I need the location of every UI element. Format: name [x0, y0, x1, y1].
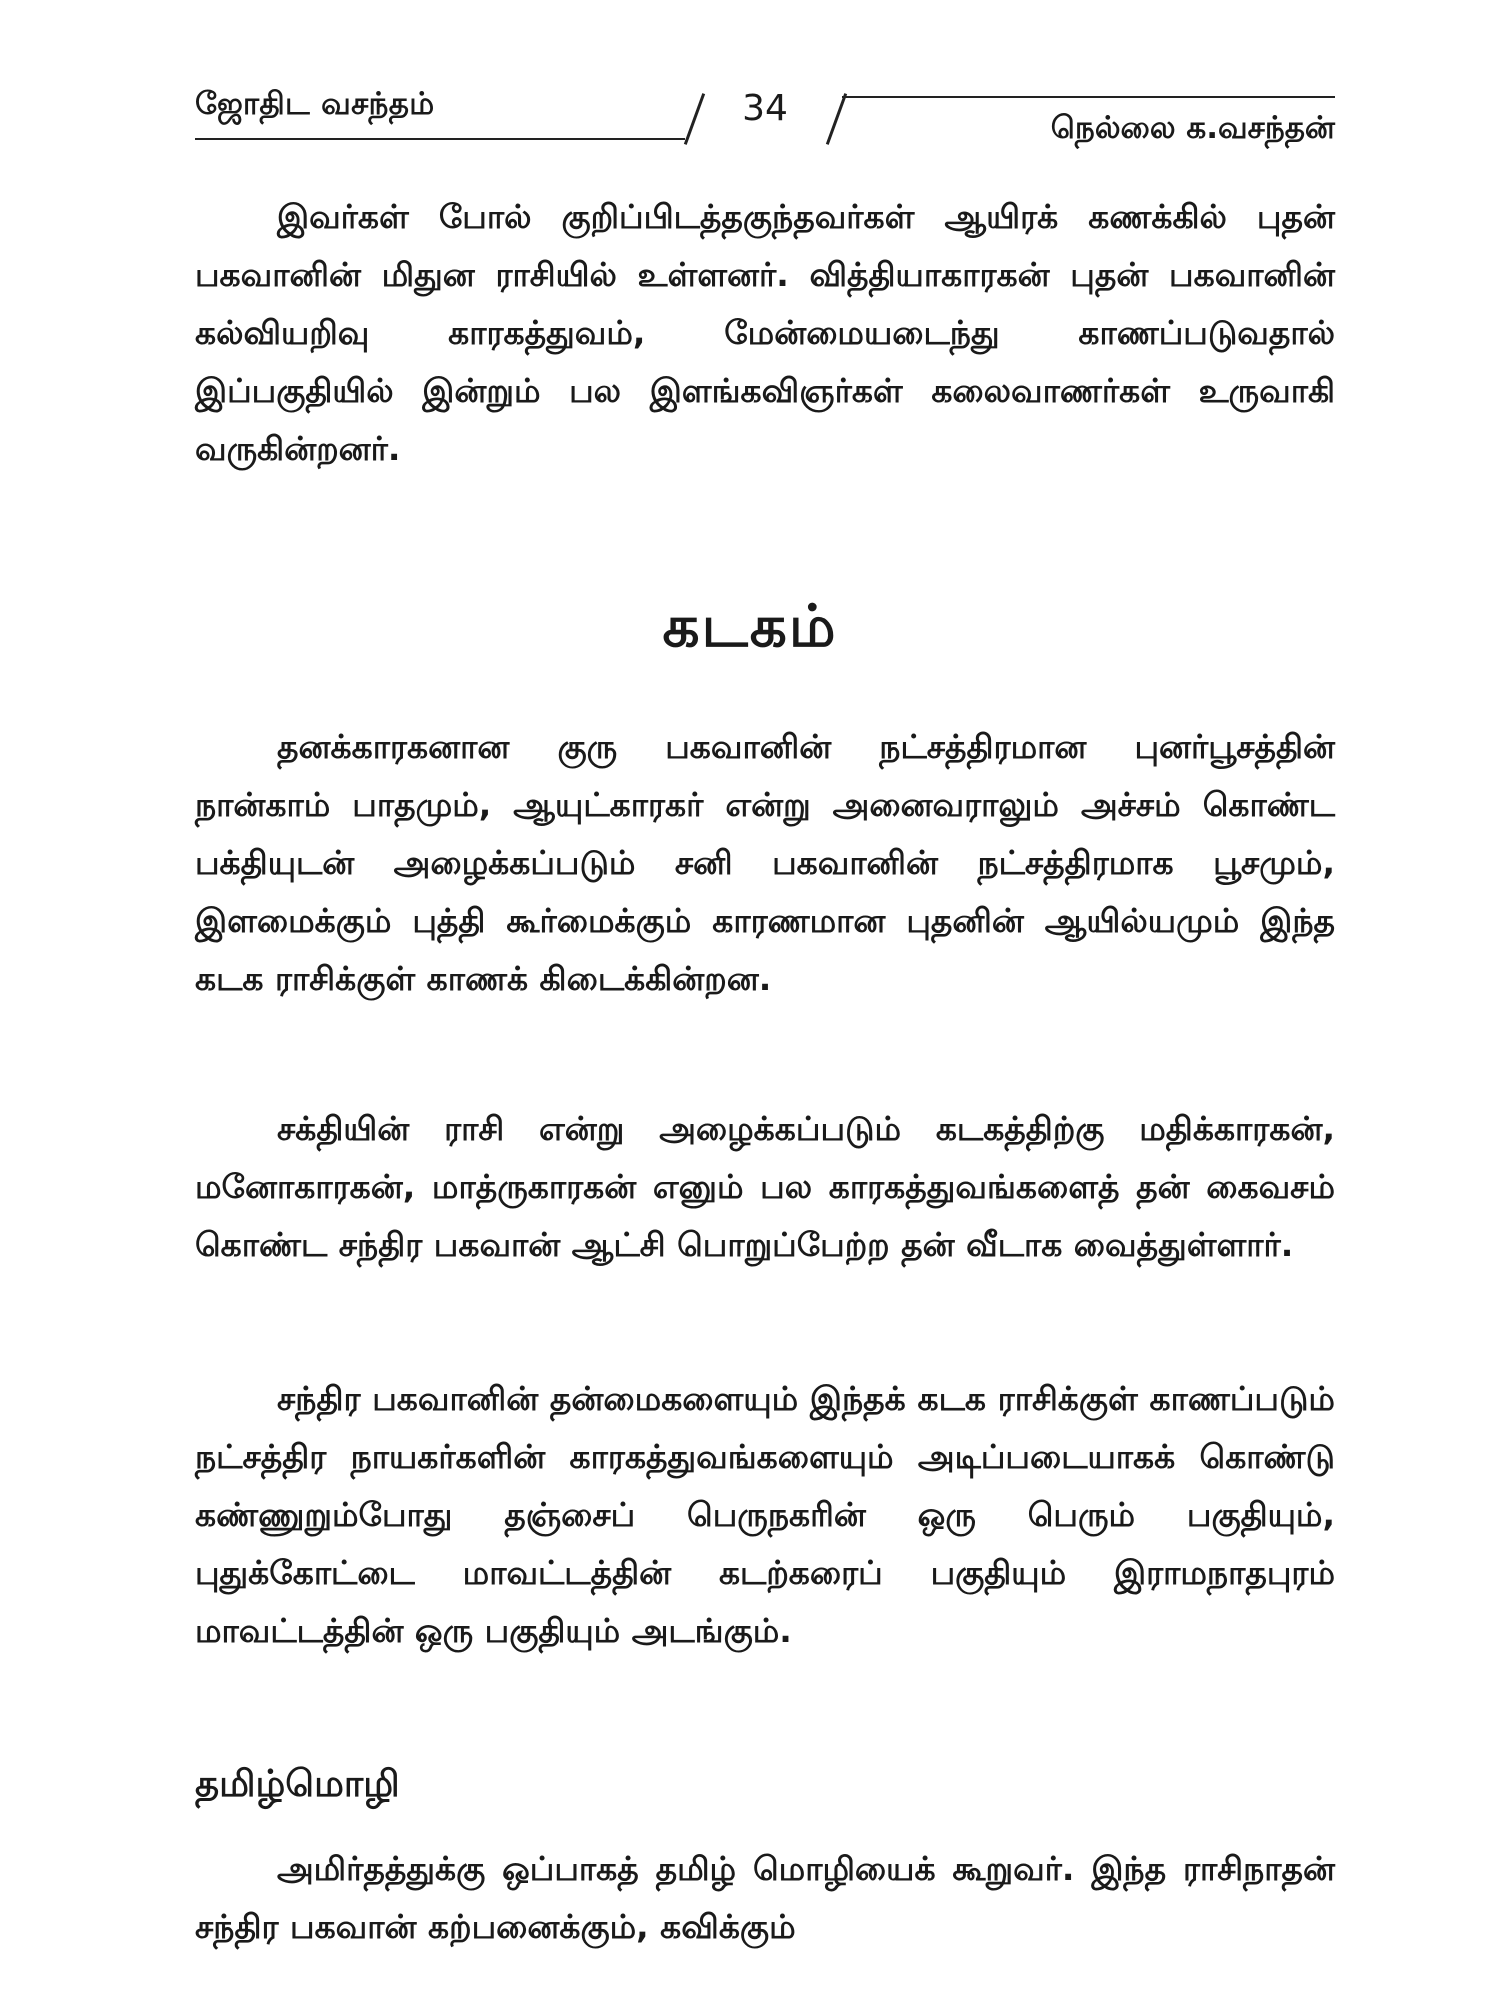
paragraph-1: தனக்காரகனான குரு பகவானின் நட்சத்திரமான புனர்பூசத்தின் நான்காம் பாதமும், ஆயுட்காரகர் என்று அனைவராலும் அச்சம் கொண்ட பக்தியுடன் அழைக்கப்படும் சனி பகவானின் நட்சத்திரமாக பூசமும், இளமைக்கும் புத்தி கூர்மைக்கும் காரணமான புதனின் ஆயில்யமும் இந்த கடக ராசிக்குள் காணக் கிடைக்கின்றன.: [195, 727, 1335, 998]
paragraph-intro: இவர்கள் போல் குறிப்பிடத்தகுந்தவர்கள் ஆயிரக் கணக்கில் புதன் பகவானின் மிதுன ராசியில் உள்ளனர். வித்தியாகாரகன் புதன் பகவானின் கல்வியறிவு காரகத்துவம், மேன்மையடைந்து காணப்படுவதால் இப்பகுதியில் இன்றும் பல இளங்கவிஞர்கள் கலைவாணர்கள் உருவாகி வருகின்றனர்.: [195, 197, 1335, 468]
header-slash-left: [684, 93, 705, 145]
running-header-author: நெல்லை க.வசந்தன்: [1050, 110, 1335, 146]
header-right-rule: [842, 96, 1335, 98]
running-header-book-title: ஜோதிட வசந்தம்: [195, 86, 435, 122]
paragraph-4: அமிர்தத்துக்கு ஒப்பாகத் தமிழ் மொழியைக் கூறுவர். இந்த ராசிநாதன் சந்திர பகவான் கற்பனைக்கும், கவிக்கும்: [195, 1849, 1335, 1946]
section-title: தமிழ்மொழி: [195, 1762, 400, 1805]
page-number: 34: [742, 88, 788, 129]
header-slash-right: [826, 93, 847, 145]
chapter-title: கடகம்: [662, 592, 838, 660]
header-left-rule: [195, 138, 685, 140]
paragraph-2: சக்தியின் ராசி என்று அழைக்கப்படும் கடகத்திற்கு மதிக்காரகன், மனோகாரகன், மாத்ருகாரகன் எனும் பல காரகத்துவங்களைத் தன் கைவசம் கொண்ட சந்திர பகவான் ஆட்சி பொறுப்பேற்ற தன் வீடாக வைத்துள்ளார்.: [195, 1109, 1335, 1264]
paragraph-3: சந்திர பகவானின் தன்மைகளையும் இந்தக் கடக ராசிக்குள் காணப்படும் நட்சத்திர நாயகர்களின் காரகத்துவங்களையும் அடிப்படையாகக் கொண்டு கண்ணுறும்போது தஞ்சைப் பெருநகரின் ஒரு பெரும் பகுதியும், புதுக்கோட்டை மாவட்டத்தின் கடற்கரைப் பகுதியும் இராமநாதபுரம் மாவட்டத்தின் ஒரு பகுதியும் அடங்கும்.: [195, 1379, 1335, 1650]
